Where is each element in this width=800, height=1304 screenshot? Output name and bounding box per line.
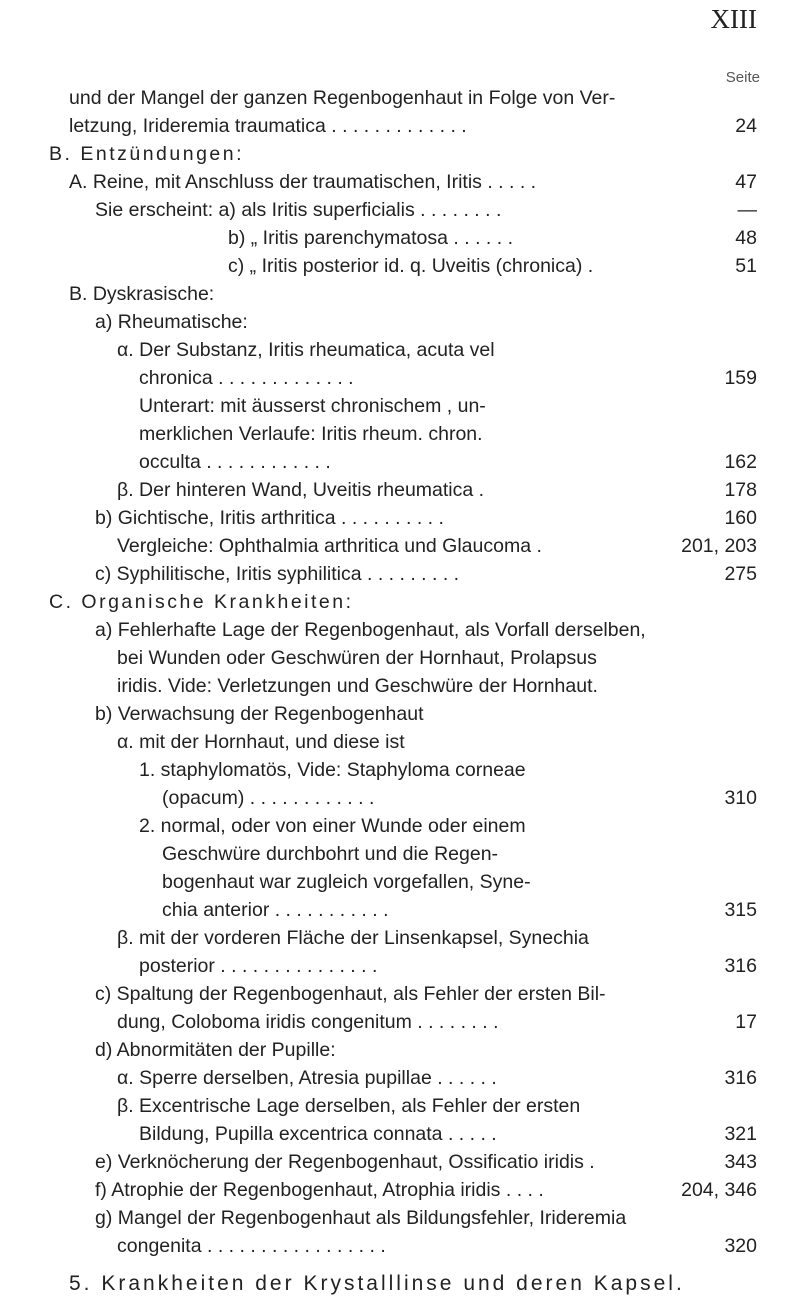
toc-entry-text: α. Der Substanz, Iritis rheumatica, acuta vel <box>117 339 495 361</box>
toc-line <box>0 871 800 899</box>
toc-line <box>0 1095 800 1123</box>
toc-line <box>0 451 800 479</box>
toc-entry-text: b) Verwachsung der Regenbogenhaut <box>95 703 424 725</box>
toc-line <box>0 507 800 535</box>
toc-line <box>0 283 800 311</box>
toc-entry-text: (opacum) . . . . . . . . . . . . <box>162 787 375 809</box>
toc-entry-text: α. mit der Hornhaut, und diese ist <box>117 731 405 753</box>
toc-entry-text: occulta . . . . . . . . . . . . <box>139 451 331 473</box>
toc-line <box>0 535 800 563</box>
toc-entry-page: 178 <box>724 479 757 501</box>
toc-line <box>0 675 800 703</box>
toc-line <box>0 955 800 983</box>
toc-entry-text: chia anterior . . . . . . . . . . . <box>162 899 389 921</box>
toc-line <box>0 759 800 787</box>
toc-line <box>0 815 800 843</box>
toc-entry-text: bei Wunden oder Geschwüren der Hornhaut, Prolapsus <box>117 647 597 669</box>
toc-line <box>0 1179 800 1207</box>
toc-entry-page: 316 <box>724 955 757 977</box>
toc-entry-text: posterior . . . . . . . . . . . . . . . <box>139 955 378 977</box>
toc-line <box>0 1067 800 1095</box>
toc-entry-page: 162 <box>724 451 757 473</box>
toc-entry-text: f) Atrophie der Regenbogenhaut, Atrophia iridis . . . . <box>95 1179 544 1201</box>
toc-entry-page: 201, 203 <box>681 535 757 557</box>
toc-entry-page: 48 <box>735 227 757 249</box>
toc-line <box>0 983 800 1011</box>
toc-entry-page: 320 <box>724 1235 757 1257</box>
toc-entry-text: c) „ Iritis posterior id. q. Uveitis (chronica) . <box>228 255 594 277</box>
toc-line <box>0 1235 800 1263</box>
toc-entry-text: Unterart: mit äusserst chronischem , un- <box>139 395 486 417</box>
toc-entry-page: 159 <box>724 367 757 389</box>
toc-entry-text: congenita . . . . . . . . . . . . . . . . . <box>117 1235 386 1257</box>
toc-entry-text: B. Dyskrasische: <box>69 283 215 305</box>
toc-entry-text: b) „ Iritis parenchymatosa . . . . . . <box>228 227 514 249</box>
toc-entry-text: d) Abnormitäten der Pupille: <box>95 1039 336 1061</box>
toc-entry-text: bogenhaut war zugleich vorgefallen, Syne- <box>162 871 531 893</box>
toc-entry-page: 343 <box>724 1151 757 1173</box>
toc-line <box>0 647 800 675</box>
toc-line <box>0 367 800 395</box>
toc-entry-text: a) Rheumatische: <box>95 311 248 333</box>
toc-entry-text: C. Organische Krankheiten: <box>49 591 354 613</box>
toc-entry-text: Vergleiche: Ophthalmia arthritica und Glaucoma . <box>117 535 542 557</box>
toc-line <box>0 143 800 171</box>
toc-line <box>0 1039 800 1067</box>
toc-line <box>0 843 800 871</box>
toc-line <box>0 115 800 143</box>
toc-entry-text: c) Syphilitische, Iritis syphilitica . . . . . . . . . <box>95 563 460 585</box>
toc-entry-page: 315 <box>724 899 757 921</box>
toc-line <box>0 1011 800 1039</box>
toc-line <box>0 1123 800 1151</box>
toc-line <box>0 1207 800 1235</box>
toc-entry-text: dung, Coloboma iridis congenitum . . . . . . . . <box>117 1011 499 1033</box>
section-heading <box>0 1272 800 1300</box>
toc-entry-page: 321 <box>724 1123 757 1145</box>
toc-entry-text: chronica . . . . . . . . . . . . . <box>139 367 354 389</box>
toc-entry-text: β. Der hinteren Wand, Uveitis rheumatica . <box>117 479 485 501</box>
toc-line <box>0 1151 800 1179</box>
toc-line <box>0 339 800 367</box>
toc-entry-page: 24 <box>735 115 757 137</box>
toc-entry-text: iridis. Vide: Verletzungen und Geschwüre der Hornhaut. <box>117 675 598 697</box>
toc-entry-page: 47 <box>735 171 757 193</box>
toc-entry-text: und der Mangel der ganzen Regenbogenhaut in Folge von Ver- <box>69 87 616 109</box>
toc-line <box>0 199 800 227</box>
toc-line <box>0 87 800 115</box>
toc-entry-text: B. Entzündungen: <box>49 143 245 165</box>
toc-line <box>0 703 800 731</box>
toc-entry-text: α. Sperre derselben, Atresia pupillae . . . . . . <box>117 1067 497 1089</box>
toc-line <box>0 899 800 927</box>
toc-entry-text: merklichen Verlaufe: Iritis rheum. chron. <box>139 423 483 445</box>
toc-entry-page: 275 <box>724 563 757 585</box>
toc-entry-text: Geschwüre durchbohrt und die Regen- <box>162 843 499 865</box>
toc-line <box>0 591 800 619</box>
toc-entry-text: c) Spaltung der Regenbogenhaut, als Fehler der ersten Bil- <box>95 983 606 1005</box>
toc-entry-text: β. Excentrische Lage derselben, als Fehler der ersten <box>117 1095 581 1117</box>
toc-entry-page: 17 <box>735 1011 757 1033</box>
toc-entry-text: letzung, Irideremia traumatica . . . . . . . . . . . . . <box>69 115 467 137</box>
page-number: XIII <box>710 4 757 34</box>
toc-line <box>0 311 800 339</box>
toc-line <box>0 479 800 507</box>
toc-line <box>0 619 800 647</box>
toc-entry-page: 51 <box>735 255 757 277</box>
toc-entry-text: Sie erscheint: a) als Iritis superficialis . . . . . . . . <box>95 199 502 221</box>
toc-line <box>0 563 800 591</box>
toc-entry-text: 1. staphylomatös, Vide: Staphyloma corneae <box>139 759 526 781</box>
toc-entry-page: 160 <box>724 507 757 529</box>
toc-line <box>0 255 800 283</box>
toc-entry-text: 5. Krankheiten der Krystalllinse und deren Kapsel. <box>69 1272 685 1295</box>
toc-entry-page: 310 <box>724 787 757 809</box>
toc-line <box>0 731 800 759</box>
toc-entry-page: 316 <box>724 1067 757 1089</box>
toc-entry-text: g) Mangel der Regenbogenhaut als Bildungsfehler, Irideremia <box>95 1207 627 1229</box>
toc-line <box>0 171 800 199</box>
toc-line <box>0 395 800 423</box>
toc-entry-text: A. Reine, mit Anschluss der traumatischen, Iritis . . . . . <box>69 171 537 193</box>
toc-entry-page: — <box>737 199 757 221</box>
toc-entry-text: Bildung, Pupilla excentrica connata . . . . . <box>139 1123 497 1145</box>
toc-line <box>0 927 800 955</box>
toc-entry-text: e) Verknöcherung der Regenbogenhaut, Ossificatio iridis . <box>95 1151 595 1173</box>
column-label-seite: Seite <box>725 69 760 86</box>
toc-entry-page: 204, 346 <box>681 1179 757 1201</box>
toc-entry-text: β. mit der vorderen Fläche der Linsenkapsel, Synechia <box>117 927 589 949</box>
toc-entry-text: a) Fehlerhafte Lage der Regenbogenhaut, als Vorfall derselben, <box>95 619 646 641</box>
toc-line <box>0 787 800 815</box>
toc-entry-text: b) Gichtische, Iritis arthritica . . . . . . . . . . <box>95 507 444 529</box>
toc-line <box>0 423 800 451</box>
toc-entry-text: 2. normal, oder von einer Wunde oder einem <box>139 815 526 837</box>
toc-line <box>0 227 800 255</box>
